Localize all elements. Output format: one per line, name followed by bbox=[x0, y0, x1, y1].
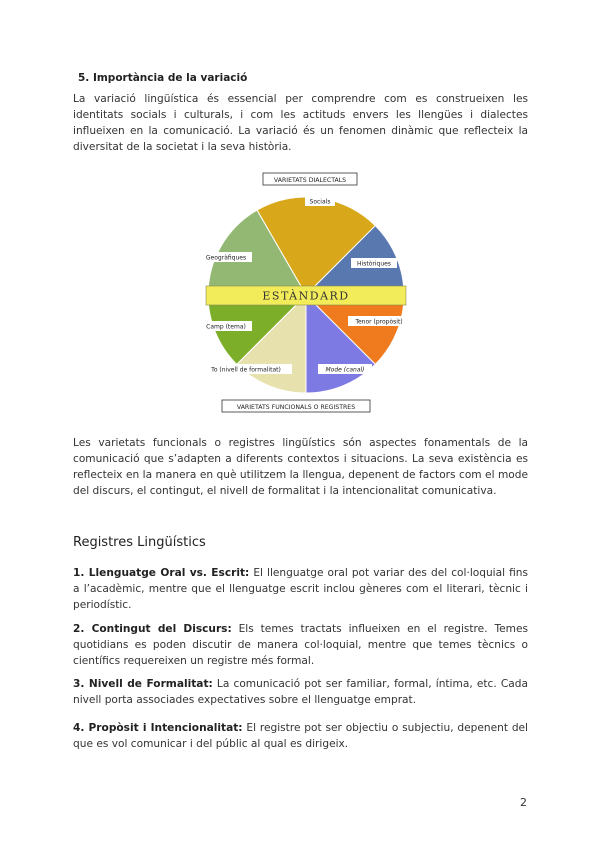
registre-item bbox=[73, 676, 528, 708]
registre-item-title: 3. Nivell de Formalitat: bbox=[73, 678, 213, 690]
page-number: 2 bbox=[520, 796, 527, 809]
bottom-caption: VARIETATS FUNCIONALS O REGISTRES bbox=[236, 404, 356, 411]
label-geografiques: Geogràfiques bbox=[205, 254, 247, 262]
label-socials: Socials bbox=[309, 198, 331, 206]
label-historiques: Històriques bbox=[357, 260, 391, 268]
top-caption: VARIETATS DIALECTALS bbox=[273, 177, 347, 184]
registre-item-text: El registre pot ser objectiu o subjectiu, depenent del que es vol comunicar i del públic al qual es dirigeix. bbox=[73, 722, 528, 750]
intro-paragraph: La variació lingüística és essencial per comprendre com es construeixen les identitats socials i culturals, i com les actituds envers les llengües i dialectes influeixen en la comunicació. La variació és un fenomen dinàmic que reflecteix la diversitat de la societat i la seva història. bbox=[73, 93, 528, 153]
registre-item-text: La comunicació pot ser familiar, formal, íntima, etc. Cada nivell porta associades expectatives sobre el llenguatge emprat. bbox=[73, 678, 528, 706]
label-tenor: Tenor (propòsit) bbox=[355, 318, 403, 326]
label-to: To (nivell de formalitat) bbox=[211, 366, 281, 374]
standard-label: ESTÀNDARD bbox=[262, 289, 350, 303]
registre-item-title: 2. Contingut del Discurs: bbox=[73, 623, 232, 635]
registre-item-text: El llenguatge oral pot variar des del col·loquial fins a l’acadèmic, mentre que el llenguatge escrit inclou gèneres com el literari, tècnic i periodístic. bbox=[73, 567, 529, 611]
registre-item bbox=[73, 565, 528, 613]
registre-item-title: 1. Llenguatge Oral vs. Escrit: bbox=[73, 567, 250, 579]
registres-heading: Registres Lingüístics bbox=[73, 535, 206, 550]
variation-diagram bbox=[196, 170, 416, 415]
registre-item-text: Els temes tractats influeixen en el registre. Temes quotidians es poden discutir de manera col·loquial, mentre que temes tècnics o científics requereixen un registre més formal. bbox=[73, 623, 528, 667]
label-camp: Camp (tema) bbox=[206, 323, 246, 331]
section-heading: 5. Importància de la variació bbox=[78, 72, 248, 84]
label-mode: Mode (canal) bbox=[325, 366, 365, 374]
functional-paragraph: Les varietats funcionals o registres lingüístics són aspectes fonamentals de la comunicació que s’adapten a diferents contextos i situacions. La seva existència es reflecteix en la manera en què utilitzem la llengua, depenent de factors com el mode del discurs, el contingut, el nivell de formalitat i la intencionalitat comunicativa. bbox=[73, 437, 528, 497]
registre-item bbox=[73, 720, 528, 752]
registre-item-title: 4. Propòsit i Intencionalitat: bbox=[73, 722, 243, 734]
registre-item bbox=[73, 621, 528, 669]
